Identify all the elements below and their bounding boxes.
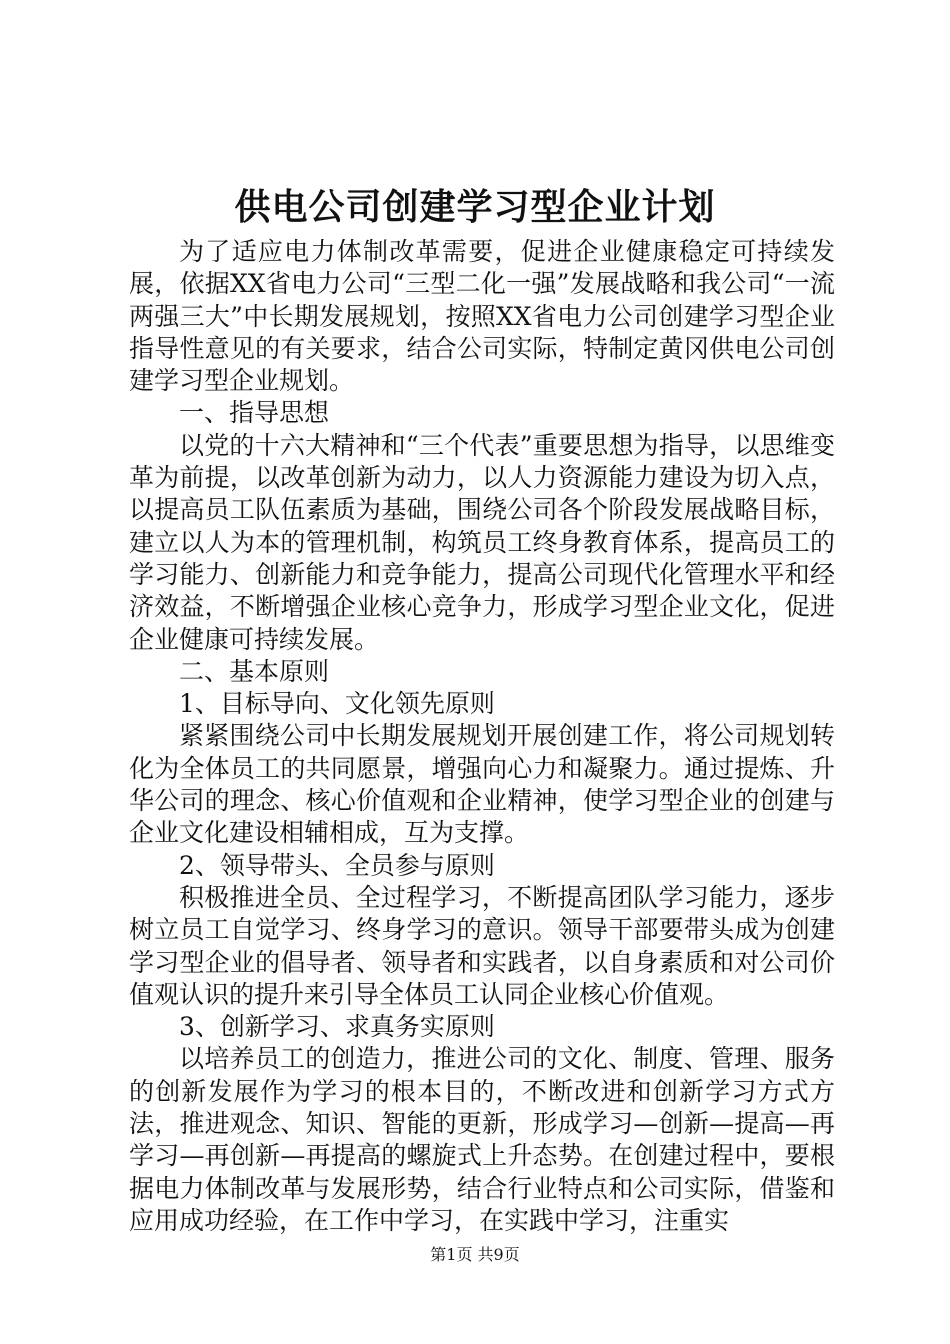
subheading-principle-1: 1、目标导向、文化领先原则: [179, 689, 495, 719]
paragraph-principle-2: 积极推进全员、全过程学习，不断提高团队学习能力，逐步树立员工自觉学习、终身学习的意识。领导干部要带头成为创建学习型企业的倡导者、领导者和实践者，以自身素质和对公司价值观认识的提升来引导全体员工认同企业核心价值观。: [129, 882, 835, 1009]
paragraph-intro: 为了适应电力体制改革需要，促进企业健康稳定可持续发展，依据XX省电力公司“三型二化一强”发展战略和我公司“一流两强三大”中长期发展规划，按照XX省电力公司创建学习型企业指导性意见的有关要求，结合公司实际，特制定黄冈供电公司创建学习型企业规划。: [129, 237, 835, 396]
section-heading-guiding-thought: 一、指导思想: [179, 398, 330, 428]
subheading-principle-3: 3、创新学习、求真务实原则: [179, 1012, 495, 1042]
document-title: 供电公司创建学习型企业计划: [234, 186, 716, 228]
paragraph-guiding-thought: 以党的十六大精神和“三个代表”重要思想为指导，以思维变革为前提，以改革创新为动力，以人力资源能力建设为切入点，以提高员工队伍素质为基础，围绕公司各个阶段发展战略目标，建立以人为本的管理机制，构筑员工终身教育体系，提高员工的学习能力、创新能力和竞争能力，提高公司现代化管理水平和经济效益，不断增强企业核心竞争力，形成学习型企业文化，促进企业健康可持续发展。: [129, 430, 835, 654]
paragraph-principle-1: 紧紧围绕公司中长期发展规划开展创建工作，将公司规划转化为全体员工的共同愿景，增强向心力和凝聚力。通过提炼、升华公司的理念、核心价值观和企业精神，使学习型企业的创建与企业文化建设相辅相成，互为支撑。: [129, 721, 835, 848]
page-footer: 第1页 共9页: [430, 1245, 520, 1264]
section-heading-basic-principles: 二、基本原则: [179, 656, 330, 686]
paragraph-principle-3: 以培养员工的创造力，推进公司的文化、制度、管理、服务的创新发展作为学习的根本目的，不断改进和创新学习方式方法，推进观念、知识、智能的更新，形成学习—创新—提高—再学习—再创新—再提高的螺旋式上升态势。在创建过程中，要根据电力体制改革与发展形势，结合行业特点和公司实际，借鉴和应用成功经验，在工作中学习，在实践中学习，注重实: [129, 1044, 835, 1235]
subheading-principle-2: 2、领导带头、全员参与原则: [179, 850, 495, 880]
document-body: [129, 236, 835, 1237]
